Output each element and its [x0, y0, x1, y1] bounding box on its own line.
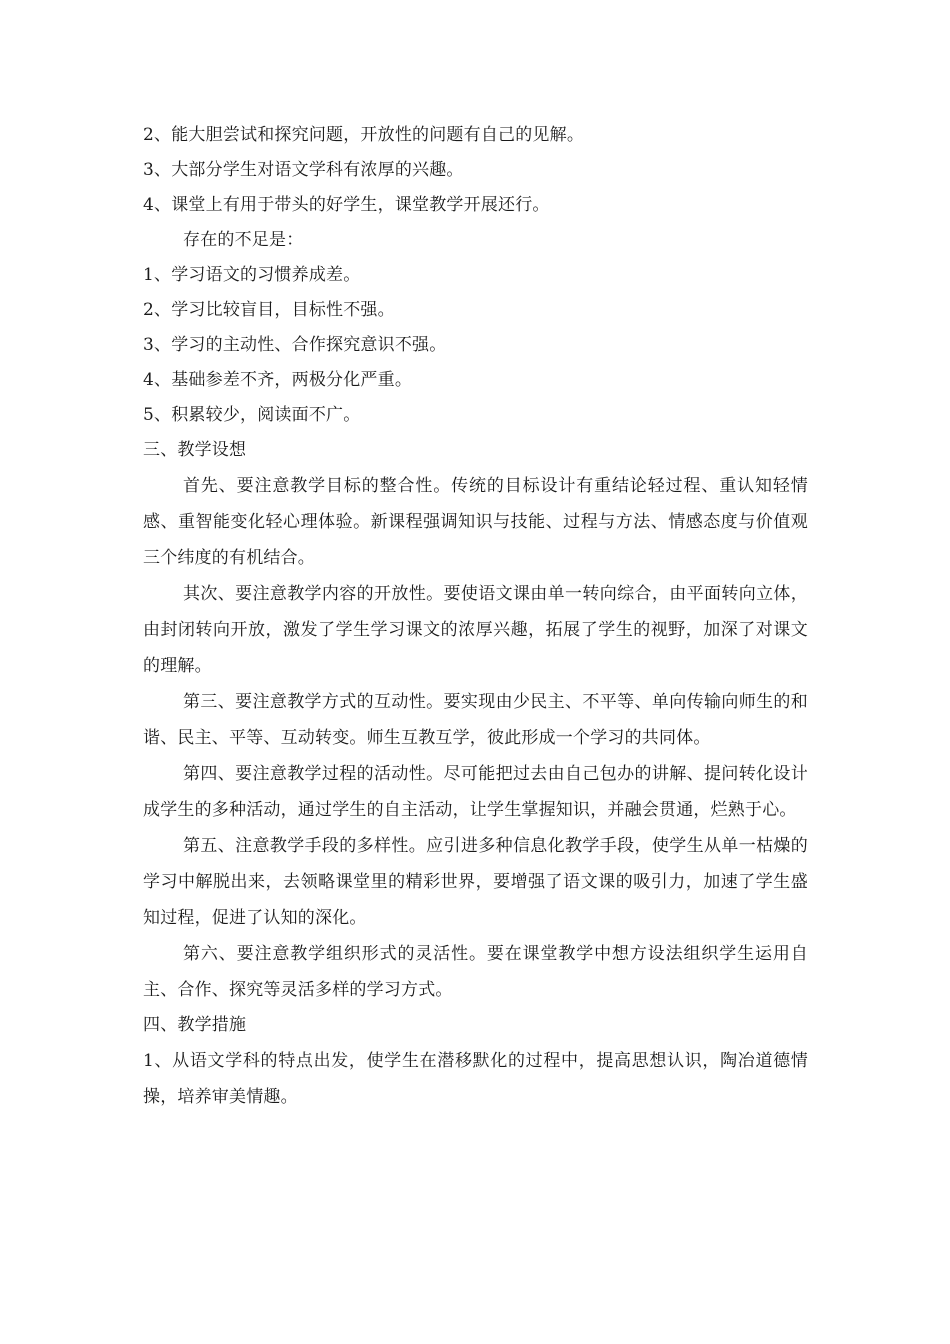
- strength-item: 2、能大胆尝试和探究问题，开放性的问题有自己的见解。: [143, 125, 585, 145]
- section3-paragraph: 首先、要注意教学目标的整合性。传统的目标设计有重结论轻过程、重认知轻情感、重智能变化轻心理体验。新课程强调知识与技能、过程与方法、情感态度与价值观三个纬度的有机结合。: [143, 476, 808, 568]
- section3-paragraph: 第三、要注意教学方式的互动性。要实现由少民主、不平等、单向传输向师生的和谐、民主、平等、互动转变。师生互教互学，彼此形成一个学习的共同体。: [143, 692, 808, 748]
- section4-item: 1、从语文学科的特点出发，使学生在潜移默化的过程中，提高思想认识，陶冶道德情操，培养审美情趣。: [143, 1051, 808, 1107]
- weakness-item: 4、基础参差不齐，两极分化严重。: [143, 370, 413, 390]
- section3-paragraph: 第六、要注意教学组织形式的灵活性。要在课堂教学中想方设法组织学生运用自主、合作、探究等灵活多样的学习方式。: [143, 944, 808, 1000]
- section-heading: 三、教学设想: [143, 440, 247, 460]
- weakness-item: 5、积累较少，阅读面不广。: [143, 405, 361, 425]
- section3-paragraph: 第四、要注意教学过程的活动性。尽可能把过去由自己包办的讲解、提问转化设计成学生的多种活动，通过学生的自主活动，让学生掌握知识，并融会贯通，烂熟于心。: [143, 764, 808, 820]
- section-heading: 四、教学措施: [143, 1015, 247, 1035]
- weakness-item: 1、学习语文的习惯养成差。: [143, 265, 361, 285]
- strength-item: 3、大部分学生对语文学科有浓厚的兴趣。: [143, 160, 464, 180]
- document-page: [143, 118, 808, 1115]
- section3-paragraph: 第五、注意教学手段的多样性。应引进多种信息化教学手段，使学生从单一枯燥的学习中解脱出来，去领略课堂里的精彩世界，要增强了语文课的吸引力，加速了学生盛知过程，促进了认知的深化。: [143, 836, 808, 928]
- strength-item: 4、课堂上有用于带头的好学生，课堂教学开展还行。: [143, 195, 550, 215]
- weakness-heading: 存在的不足是：: [183, 230, 304, 250]
- weakness-item: 3、学习的主动性、合作探究意识不强。: [143, 335, 447, 355]
- section3-paragraph: 其次、要注意教学内容的开放性。要使语文课由单一转向综合，由平面转向立体，由封闭转向开放，激发了学生学习课文的浓厚兴趣，拓展了学生的视野，加深了对课文的理解。: [143, 584, 808, 676]
- weakness-item: 2、学习比较盲目，目标性不强。: [143, 300, 395, 320]
